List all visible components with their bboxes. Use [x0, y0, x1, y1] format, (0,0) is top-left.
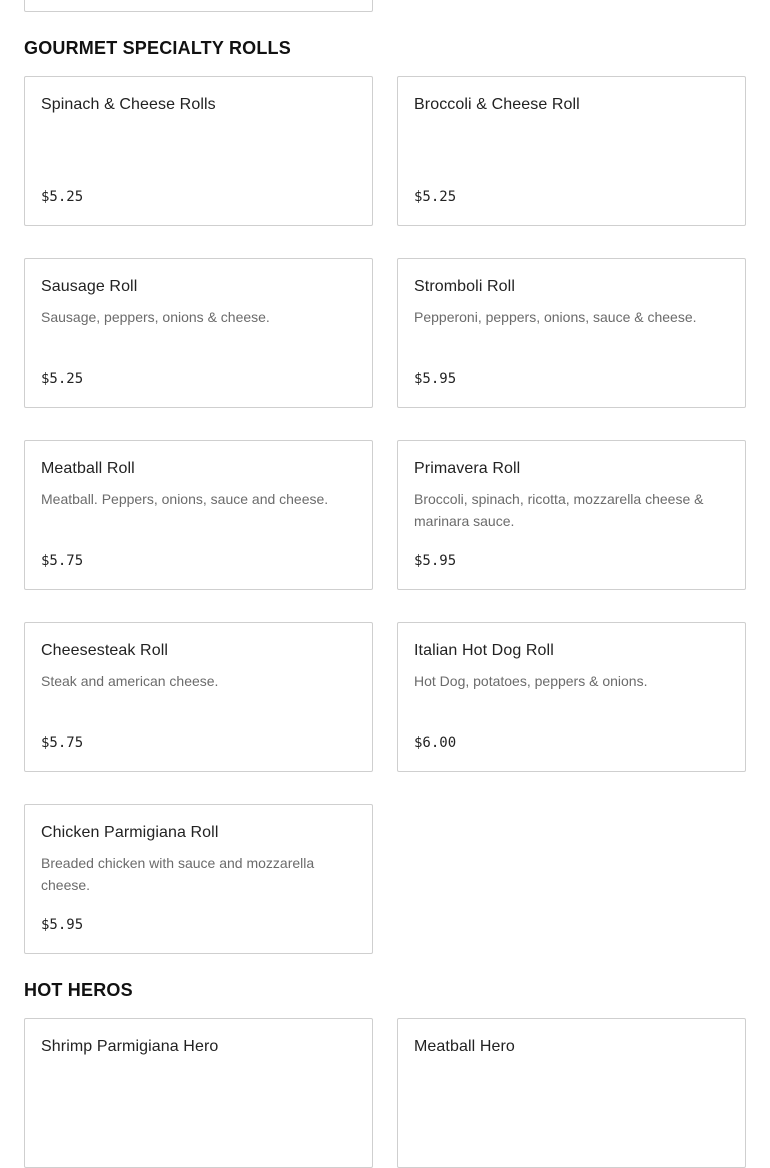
- item-price: $6.00: [414, 735, 457, 751]
- item-price: $5.75: [41, 735, 84, 751]
- item-name: Meatball Hero: [414, 1038, 515, 1055]
- menu-item-card[interactable]: [24, 76, 373, 226]
- item-name: Sausage Roll: [41, 278, 138, 295]
- item-description: Breaded chicken with sauce and mozzarella cheese.: [41, 855, 315, 893]
- menu-item-card[interactable]: [397, 622, 746, 772]
- menu-item-card[interactable]: [24, 804, 373, 954]
- section-title-gourmet-specialty-rolls: GOURMET SPECIALTY ROLLS: [24, 38, 291, 58]
- item-name: Stromboli Roll: [414, 278, 515, 295]
- item-description: Sausage, peppers, onions & cheese.: [41, 309, 270, 325]
- item-name: Cheesesteak Roll: [41, 642, 168, 659]
- item-name: Shrimp Parmigiana Hero: [41, 1038, 219, 1055]
- item-price: $5.95: [41, 917, 84, 933]
- item-name: Broccoli & Cheese Roll: [414, 96, 580, 113]
- menu-item-card[interactable]: [24, 440, 373, 590]
- menu-item-card-partial[interactable]: [24, 0, 373, 12]
- item-price: $5.25: [41, 371, 84, 387]
- item-price: $5.25: [41, 189, 84, 205]
- menu-item-card[interactable]: [24, 258, 373, 408]
- menu-item-card[interactable]: [24, 1018, 373, 1168]
- section-title-hot-heros: HOT HEROS: [24, 980, 133, 1000]
- item-name: Meatball Roll: [41, 460, 135, 477]
- item-name: Primavera Roll: [414, 460, 521, 477]
- item-description: Steak and american cheese.: [41, 673, 219, 689]
- menu-item-card[interactable]: [24, 622, 373, 772]
- item-price: $5.95: [414, 371, 457, 387]
- item-description: Meatball. Peppers, onions, sauce and cheese.: [41, 491, 329, 507]
- menu-item-card[interactable]: [397, 76, 746, 226]
- item-description: Hot Dog, potatoes, peppers & onions.: [414, 673, 648, 689]
- item-price: $5.25: [414, 189, 457, 205]
- item-name: Chicken Parmigiana Roll: [41, 824, 219, 841]
- menu-item-card[interactable]: [397, 258, 746, 408]
- menu-item-card[interactable]: [397, 1018, 746, 1168]
- item-price: $5.95: [414, 553, 457, 569]
- item-name: Italian Hot Dog Roll: [414, 642, 554, 659]
- item-description: Pepperoni, peppers, onions, sauce & cheese.: [414, 309, 697, 325]
- menu-item-card[interactable]: [397, 440, 746, 590]
- item-description: Broccoli, spinach, ricotta, mozzarella cheese & marinara sauce.: [414, 491, 704, 529]
- item-name: Spinach & Cheese Rolls: [41, 96, 216, 113]
- item-price: $5.75: [41, 553, 84, 569]
